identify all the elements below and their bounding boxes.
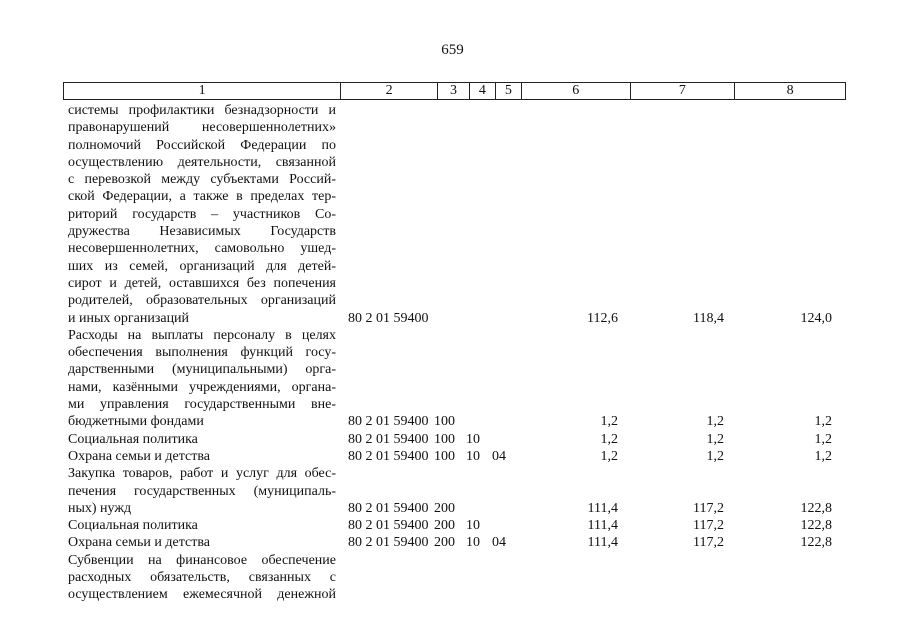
- row-vr-code: 100: [434, 414, 455, 430]
- description-line: несовершеннолетних, самовольно ушед-: [68, 241, 336, 257]
- description-line: обеспечения выполнения функций госу-: [68, 345, 336, 361]
- header-col-3: 3: [438, 83, 470, 99]
- table-row: [68, 534, 848, 551]
- table-row: [68, 448, 848, 465]
- row-description: [68, 448, 336, 465]
- row-vr-code: 200: [434, 500, 455, 516]
- description-line: Охрана семьи и детства: [68, 535, 210, 551]
- description-line: правонарушений несовершеннолетних»: [68, 120, 336, 136]
- row-csr-code: 80 2 01 59400: [348, 535, 429, 551]
- description-line: осуществлением ежемесячной денежной: [68, 587, 336, 603]
- description-line: Закупка товаров, работ и услуг для обес-: [68, 466, 336, 482]
- row-value-col6: 1,2: [600, 448, 618, 464]
- row-description: [68, 327, 336, 431]
- header-col-7: 7: [631, 83, 736, 99]
- row-pr-code: 04: [492, 535, 506, 551]
- row-vr-code: 200: [434, 518, 455, 534]
- table-row: [68, 552, 848, 604]
- description-line: дружества Независимых Государств: [68, 224, 336, 240]
- row-value-col8: 122,8: [800, 535, 832, 551]
- description-line: нами, казёнными учреждениями, органа-: [68, 379, 336, 395]
- description-line: Субвенции на финансовое обеспечение: [68, 552, 336, 568]
- row-rz-code: 10: [466, 431, 480, 447]
- row-rz-code: 10: [466, 448, 480, 464]
- row-value-col6: 111,4: [587, 518, 618, 534]
- row-description: [68, 431, 336, 448]
- row-value-col6: 111,4: [587, 500, 618, 516]
- header-col-8: 8: [786, 83, 794, 98]
- row-csr-code: 80 2 01 59400: [348, 500, 429, 516]
- row-vr-code: 100: [434, 431, 455, 447]
- description-line: дарственными (муниципальными) орга-: [68, 362, 336, 378]
- row-value-col7: 117,2: [693, 518, 724, 534]
- row-rz-code: 10: [466, 535, 480, 551]
- row-value-col6: 1,2: [600, 431, 618, 447]
- row-csr-code: 80 2 01 59400: [348, 414, 429, 430]
- row-value-col8: 1,2: [814, 414, 832, 430]
- row-csr-code: 80 2 01 59400: [348, 448, 429, 464]
- row-value-col7: 117,2: [693, 535, 724, 551]
- description-line: Социальная политика: [68, 431, 198, 447]
- table-row: [68, 327, 848, 431]
- row-description: [68, 102, 336, 327]
- row-pr-code: 04: [492, 448, 506, 464]
- description-line: полномочий Российской Федерации по: [68, 137, 336, 153]
- description-line: ших из семей, организаций для детей-: [68, 258, 336, 274]
- header-col-5: 5: [496, 83, 522, 99]
- description-line: расходных обязательств, связанных с: [68, 570, 336, 586]
- header-col-2: 2: [341, 83, 438, 99]
- description-line: системы профилактики безнадзорности и: [68, 103, 336, 118]
- description-line: осуществлению деятельности, связанной: [68, 154, 336, 170]
- description-line: ской Федерации, а также в пределах тер-: [68, 189, 336, 205]
- description-line: печения государственных (муниципаль-: [68, 483, 336, 499]
- row-value-col8: 124,0: [800, 310, 832, 326]
- header-col-1: 1: [64, 83, 341, 99]
- description-line: Расходы на выплаты персоналу в целях: [68, 327, 336, 343]
- page-number: 659: [441, 42, 464, 58]
- row-value-col7: 117,2: [693, 500, 724, 516]
- description-line: с перевозкой между субъектами Россий-: [68, 172, 336, 188]
- row-csr-code: 80 2 01 59400: [348, 310, 429, 326]
- row-value-col6: 111,4: [587, 535, 618, 551]
- row-value-col8: 1,2: [814, 431, 832, 447]
- description-line: Социальная политика: [68, 518, 198, 534]
- row-value-col6: 112,6: [587, 310, 618, 326]
- row-value-col8: 122,8: [800, 518, 832, 534]
- description-line: Охрана семьи и детства: [68, 448, 210, 464]
- table-body: [68, 102, 848, 604]
- row-value-col7: 118,4: [693, 310, 724, 326]
- description-line: бюджетными фондами: [68, 414, 204, 430]
- description-line: ных) нужд: [68, 500, 132, 516]
- row-description: [68, 517, 336, 534]
- row-value-col7: 1,2: [706, 448, 724, 464]
- description-line: родителей, образовательных организаций: [68, 293, 336, 309]
- row-value-col8: 122,8: [800, 500, 832, 516]
- row-value-col8: 1,2: [814, 448, 832, 464]
- description-line: риторий государств – участников Со-: [68, 206, 336, 222]
- table-row: [68, 465, 848, 517]
- row-vr-code: 200: [434, 535, 455, 551]
- description-line: и иных организаций: [68, 310, 190, 326]
- row-value-col6: 1,2: [600, 414, 618, 430]
- row-description: [68, 465, 336, 517]
- description-line: ми управления государственными вне-: [68, 397, 336, 413]
- row-description: [68, 552, 336, 604]
- table-row: [68, 517, 848, 534]
- table-header: [63, 82, 846, 100]
- header-col-6: 6: [522, 83, 631, 99]
- header-col-4: 4: [470, 83, 496, 99]
- row-csr-code: 80 2 01 59400: [348, 431, 429, 447]
- row-description: [68, 534, 336, 551]
- row-value-col7: 1,2: [706, 431, 724, 447]
- row-value-col7: 1,2: [706, 414, 724, 430]
- row-rz-code: 10: [466, 518, 480, 534]
- row-csr-code: 80 2 01 59400: [348, 518, 429, 534]
- table-row: [68, 431, 848, 448]
- row-vr-code: 100: [434, 448, 455, 464]
- description-line: сирот и детей, оставшихся без попечения: [68, 275, 336, 291]
- table-row: [68, 102, 848, 327]
